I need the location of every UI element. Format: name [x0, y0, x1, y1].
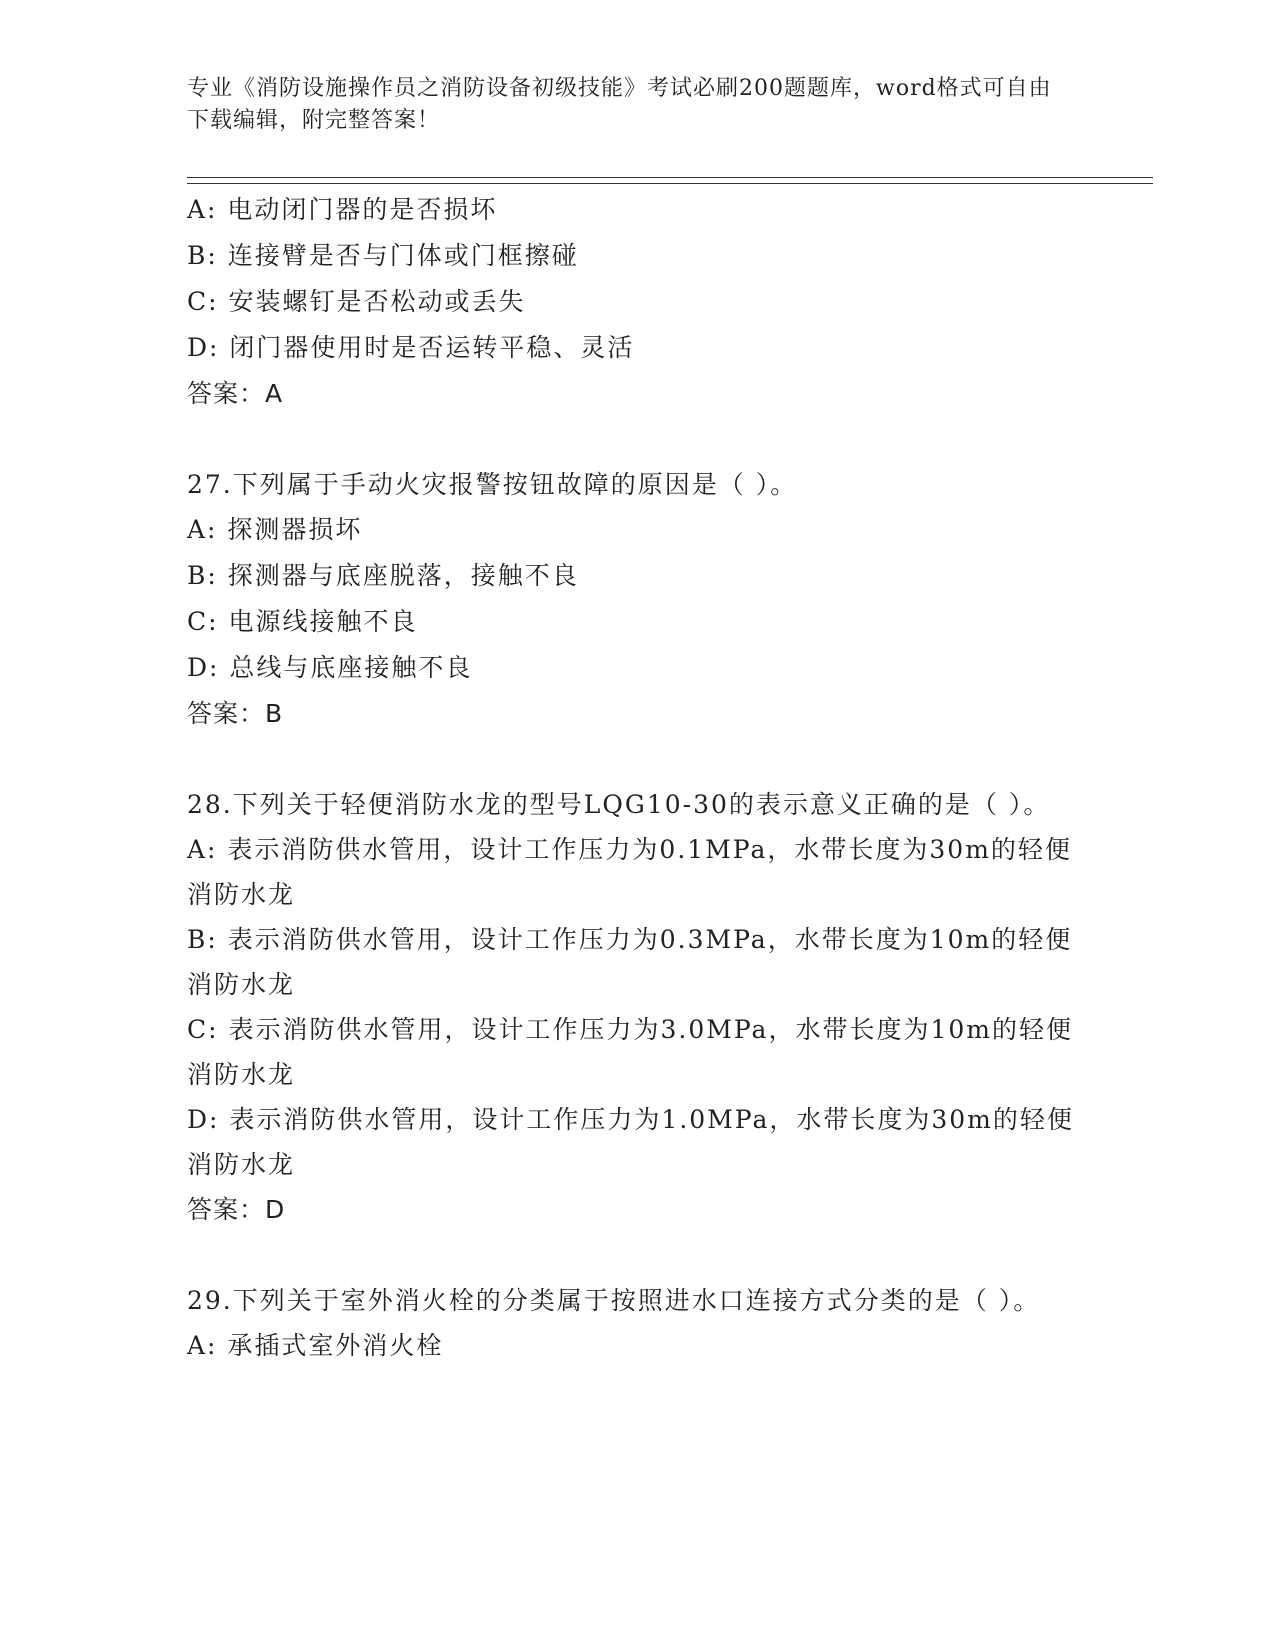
answer-label: 答案：A — [187, 379, 284, 408]
question-28 — [187, 782, 1087, 1233]
answer-label: 答案：D — [187, 1195, 286, 1224]
option-c: C: 表示消防供水管用，设计工作压力为3.0MPa，水带长度为10m的轻便消防水龙 — [187, 1015, 1073, 1089]
spacer — [187, 417, 1087, 462]
question-27 — [187, 462, 1087, 737]
option-d: D: 表示消防供水管用，设计工作压力为1.0MPa，水带长度为30m的轻便消防水龙 — [187, 1105, 1074, 1179]
option-b: B: 探测器与底座脱落，接触不良 — [187, 561, 579, 590]
option-b: B: 表示消防供水管用，设计工作压力为0.3MPa，水带长度为10m的轻便消防水龙 — [187, 925, 1073, 999]
option-c: C: 电源线接触不良 — [187, 607, 418, 636]
option-b: B: 连接臂是否与门体或门框擦碰 — [187, 241, 579, 270]
question-title: 28.下列关于轻便消防水龙的型号LQG10-30的表示意义正确的是（ ）。 — [187, 790, 1051, 819]
answer-label: 答案：B — [187, 699, 284, 728]
question-title: 27.下列属于手动火灾报警按钮故障的原因是（ ）。 — [187, 470, 798, 499]
option-a: A: 探测器损坏 — [187, 515, 363, 544]
question-29 — [187, 1278, 1087, 1369]
option-d: D: 闭门器使用时是否运转平稳、灵活 — [187, 333, 635, 362]
header-divider — [187, 177, 1153, 184]
option-c: C: 安装螺钉是否松动或丢失 — [187, 287, 526, 316]
option-a: A: 表示消防供水管用，设计工作压力为0.1MPa，水带长度为30m的轻便消防水龙 — [187, 835, 1072, 909]
question-title: 29.下列关于室外消火栓的分类属于按照进水口连接方式分类的是（ ）。 — [187, 1286, 1041, 1315]
page-header-title: 专业《消防设施操作员之消防设备初级技能》考试必刷200题题库，word格式可自由下载编辑，附完整答案！ — [187, 76, 1052, 133]
option-a: A: 承插式室外消火栓 — [187, 1331, 444, 1360]
spacer — [187, 1233, 1087, 1278]
question-list — [187, 187, 1087, 1369]
spacer — [187, 737, 1087, 782]
option-d: D: 总线与底座接触不良 — [187, 653, 473, 682]
question-26 — [187, 187, 1087, 417]
option-a: A: 电动闭门器的是否损坏 — [187, 195, 498, 224]
